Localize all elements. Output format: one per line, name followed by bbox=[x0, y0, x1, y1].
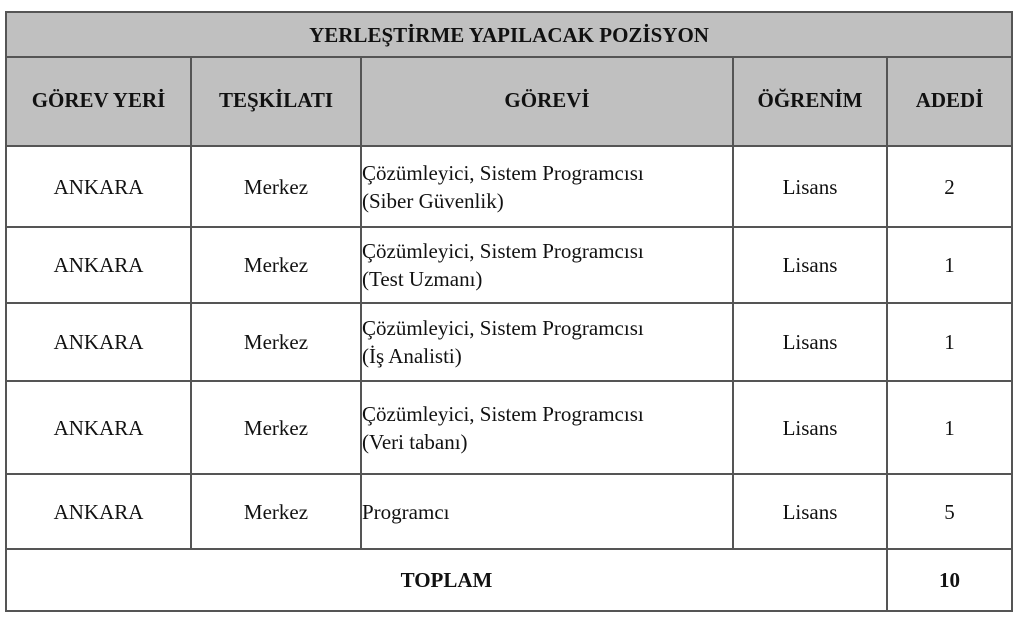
cell-gorev-yeri: ANKARA bbox=[6, 227, 191, 303]
gorevi-line1: Çözümleyici, Sistem Programcısı bbox=[362, 316, 644, 340]
cell-ogrenim: Lisans bbox=[733, 146, 887, 227]
gorevi-line2: (Test Uzmanı) bbox=[362, 267, 483, 291]
cell-ogrenim: Lisans bbox=[733, 227, 887, 303]
column-header-ogrenim: ÖĞRENİM bbox=[733, 57, 887, 146]
cell-teskilati: Merkez bbox=[191, 227, 361, 303]
cell-teskilati: Merkez bbox=[191, 303, 361, 381]
column-header-row bbox=[6, 57, 1012, 146]
cell-gorevi bbox=[361, 381, 733, 474]
total-row bbox=[6, 549, 1012, 611]
table-title-row bbox=[6, 12, 1012, 57]
cell-gorev-yeri: ANKARA bbox=[6, 381, 191, 474]
cell-gorevi bbox=[361, 474, 733, 549]
table-row bbox=[6, 227, 1012, 303]
cell-gorev-yeri: ANKARA bbox=[6, 303, 191, 381]
cell-adedi: 1 bbox=[887, 303, 1012, 381]
total-value: 10 bbox=[887, 549, 1012, 611]
table-row bbox=[6, 146, 1012, 227]
cell-ogrenim: Lisans bbox=[733, 303, 887, 381]
cell-ogrenim: Lisans bbox=[733, 381, 887, 474]
cell-gorevi bbox=[361, 146, 733, 227]
gorevi-line1: Çözümleyici, Sistem Programcısı bbox=[362, 239, 644, 263]
gorevi-line1: Programcı bbox=[362, 499, 450, 524]
column-header-adedi: ADEDİ bbox=[887, 57, 1012, 146]
column-header-teskilati: TEŞKİLATI bbox=[191, 57, 361, 146]
cell-gorevi bbox=[361, 303, 733, 381]
gorevi-line2: (İş Analisti) bbox=[362, 344, 462, 368]
cell-teskilati: Merkez bbox=[191, 474, 361, 549]
cell-gorev-yeri: ANKARA bbox=[6, 474, 191, 549]
cell-gorev-yeri: ANKARA bbox=[6, 146, 191, 227]
column-header-gorevi: GÖREVİ bbox=[361, 57, 733, 146]
gorevi-line2: (Siber Güvenlik) bbox=[362, 188, 504, 213]
cell-teskilati: Merkez bbox=[191, 381, 361, 474]
gorevi-line1: Çözümleyici, Sistem Programcısı bbox=[362, 401, 644, 426]
cell-adedi: 2 bbox=[887, 146, 1012, 227]
total-label: TOPLAM bbox=[6, 549, 887, 611]
cell-teskilati: Merkez bbox=[191, 146, 361, 227]
column-header-gorev-yeri: GÖREV YERİ bbox=[6, 57, 191, 146]
cell-ogrenim: Lisans bbox=[733, 474, 887, 549]
cell-adedi: 1 bbox=[887, 227, 1012, 303]
cell-adedi: 5 bbox=[887, 474, 1012, 549]
cell-gorevi bbox=[361, 227, 733, 303]
table-row bbox=[6, 381, 1012, 474]
table-row bbox=[6, 474, 1012, 549]
cell-adedi: 1 bbox=[887, 381, 1012, 474]
table-title: YERLEŞTİRME YAPILACAK POZİSYON bbox=[6, 12, 1012, 57]
positions-table bbox=[5, 11, 1013, 612]
table-row bbox=[6, 303, 1012, 381]
gorevi-line1: Çözümleyici, Sistem Programcısı bbox=[362, 160, 644, 185]
gorevi-line2: (Veri tabanı) bbox=[362, 429, 468, 454]
